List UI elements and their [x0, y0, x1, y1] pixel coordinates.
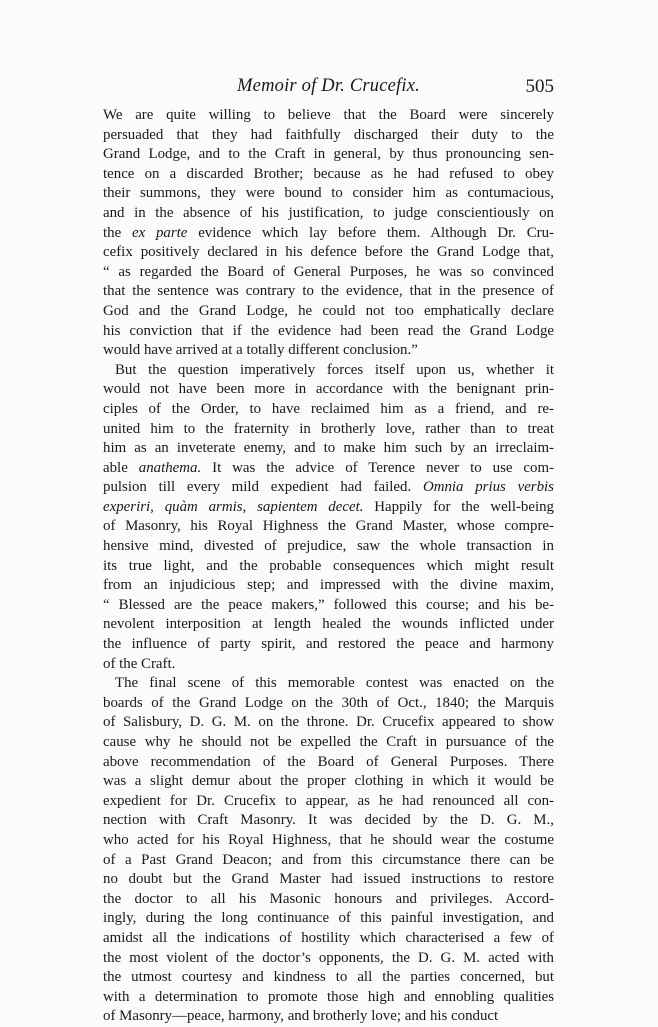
text-line: [103, 439, 554, 459]
text-line: [103, 165, 554, 185]
italic-text: experiri, quàm armis, sapientem decet.: [103, 498, 364, 515]
text-line: [103, 831, 554, 851]
text-line: [103, 576, 554, 596]
text-line: [103, 851, 554, 871]
body-text: [103, 106, 554, 1027]
text-line: [103, 145, 554, 165]
text-line: [103, 224, 554, 244]
text-run: of Salisbury, D. G. M. on the throne. Dr. Crucefix appeared to show: [103, 714, 554, 731]
text-run: The final scene of this memorable contest was enacted on the: [115, 675, 554, 692]
text-line: [103, 890, 554, 910]
text-run: pulsion till every mild expedient had failed.: [103, 479, 423, 496]
text-run: above recommendation of the Board of General Purposes. There: [103, 753, 554, 770]
text-line: [103, 126, 554, 146]
text-run: We are quite willing to believe that the Board were sincerely: [103, 107, 554, 123]
text-line: [103, 400, 554, 420]
text-line: [103, 655, 554, 675]
text-run: nevolent interposition at length healed the wounds inflicted under: [103, 616, 554, 633]
text-run: boards of the Grand Lodge on the 30th of Oct., 1840; the Marquis: [103, 694, 554, 711]
paragraph: [103, 106, 554, 361]
italic-text: ex parte: [131, 224, 188, 241]
text-line: [103, 380, 554, 400]
text-run: Grand Lodge, and to the Craft in general, by thus pronouncing sen-: [103, 146, 554, 163]
text-line: [103, 263, 554, 283]
text-run: would not have been more in accordance with the benignant prin-: [103, 381, 554, 398]
text-line: [103, 909, 554, 929]
text-run: of Masonry, his Royal Highness the Grand Master, whose compre-: [103, 518, 554, 535]
text-run: that the sentence was contrary to the evidence, that in the presence of: [103, 283, 554, 300]
text-line: [103, 282, 554, 302]
text-run: ciples of the Order, to have reclaimed him as a friend, and re-: [103, 400, 554, 417]
text-run: him as an inveterate enemy, and to make him such by an irreclaim-: [103, 440, 554, 457]
text-run: from an injudicious step; and impressed with the divine maxim,: [103, 577, 554, 594]
text-line: [103, 184, 554, 204]
text-line: [103, 322, 554, 342]
text-line: [103, 733, 554, 753]
text-run: It was the advice of Terence never to use com-: [201, 459, 555, 476]
paragraph: [103, 674, 554, 1027]
page-number: 505: [525, 76, 554, 97]
text-line: [103, 949, 554, 969]
text-run: expedient for Dr. Crucefix to appear, as he had renounced all con-: [103, 792, 554, 809]
text-run: Happily for the well-being: [363, 498, 554, 515]
paragraph: [103, 361, 554, 675]
text-run: was a slight demur about the proper clothing in which it would be: [103, 773, 554, 790]
text-run: of Masonry—peace, harmony, and brotherly love; and his conduct: [103, 1008, 499, 1025]
text-run: evidence which lay before them. Although Dr. Cru-: [187, 224, 555, 241]
text-run: the utmost courtesy and kindness to all the parties concerned, but: [103, 969, 554, 986]
text-run: the doctor to all his Masonic honours and privileges. Accord-: [103, 890, 554, 907]
page-header: [103, 76, 554, 100]
text-run: cefix positively declared in his defence before the Grand Lodge that,: [103, 244, 554, 261]
text-line: [103, 870, 554, 890]
text-run: “ as regarded the Board of General Purposes, he was so convinced: [103, 263, 554, 280]
text-run: would have arrived at a totally different conclusion.”: [103, 342, 418, 359]
text-run: nection with Craft Masonry. It was decided by the D. G. M.,: [103, 812, 554, 829]
text-line: [103, 694, 554, 714]
text-run: the most violent of the doctor’s opponents, the D. G. M. acted with: [103, 949, 554, 966]
text-line: [103, 811, 554, 831]
text-run: with a determination to promote those high and ennobling qualities: [103, 988, 554, 1005]
text-line: [103, 106, 554, 126]
text-run: the influence of party spirit, and restored the peace and harmony: [103, 636, 554, 653]
text-run: no doubt but the Grand Master had issued instructions to restore: [103, 871, 554, 888]
text-run: its true light, and the probable consequences which might result: [103, 557, 554, 574]
italic-text: Omnia prius verbis: [422, 479, 554, 496]
text-run: God and the Grand Lodge, he could not too emphatically declare: [103, 302, 554, 319]
text-run: their summons, they were bound to consider him as contumacious,: [103, 185, 554, 202]
text-run: tence on a discarded Brother; because as he had refused to obey: [103, 165, 554, 182]
text-line: [103, 1007, 554, 1027]
text-run: united him to the fraternity in brotherly love, rather than to treat: [103, 420, 554, 437]
text-line: [103, 459, 554, 479]
text-run: But the question imperatively forces itself upon us, whether it: [115, 361, 554, 378]
text-run: of the Craft.: [103, 655, 176, 672]
text-line: [103, 968, 554, 988]
italic-text: anathema.: [138, 459, 202, 476]
text-line: [103, 929, 554, 949]
running-title: Memoir of Dr. Crucefix.: [237, 76, 420, 96]
text-line: [103, 243, 554, 263]
text-line: [103, 557, 554, 577]
text-line: [103, 674, 554, 694]
text-line: [103, 498, 554, 518]
text-run: the: [103, 224, 132, 241]
text-run: “ Blessed are the peace makers,” followed this course; and his be-: [103, 596, 554, 613]
text-run: his conviction that if the evidence had been read the Grand Lodge: [103, 322, 554, 339]
text-run: cause why he should not be expelled the Craft in pursuance of the: [103, 734, 554, 750]
text-line: [103, 537, 554, 557]
text-line: [103, 204, 554, 224]
text-line: [103, 302, 554, 322]
text-run: amidst all the indications of hostility which characterised a few of: [103, 929, 554, 946]
text-line: [103, 772, 554, 792]
text-run: able: [103, 459, 139, 476]
text-line: [103, 792, 554, 812]
text-run: of a Past Grand Deacon; and from this circumstance there can be: [103, 851, 554, 868]
text-run: and in the absence of his justification, to judge conscientiously on: [103, 204, 554, 221]
text-line: [103, 517, 554, 537]
text-run: persuaded that they had faithfully discharged their duty to the: [103, 126, 554, 143]
text-line: [103, 615, 554, 635]
text-run: hensive mind, divested of prejudice, saw the whole transaction in: [103, 538, 554, 555]
text-line: [103, 635, 554, 655]
text-line: [103, 361, 554, 381]
text-run: who acted for his Royal Highness, that he should wear the costume: [103, 831, 554, 848]
text-line: [103, 420, 554, 440]
text-line: [103, 596, 554, 616]
text-line: [103, 713, 554, 733]
text-line: [103, 341, 554, 361]
text-line: [103, 753, 554, 773]
text-line: [103, 478, 554, 498]
text-run: ingly, during the long continuance of this painful investigation, and: [103, 910, 554, 927]
